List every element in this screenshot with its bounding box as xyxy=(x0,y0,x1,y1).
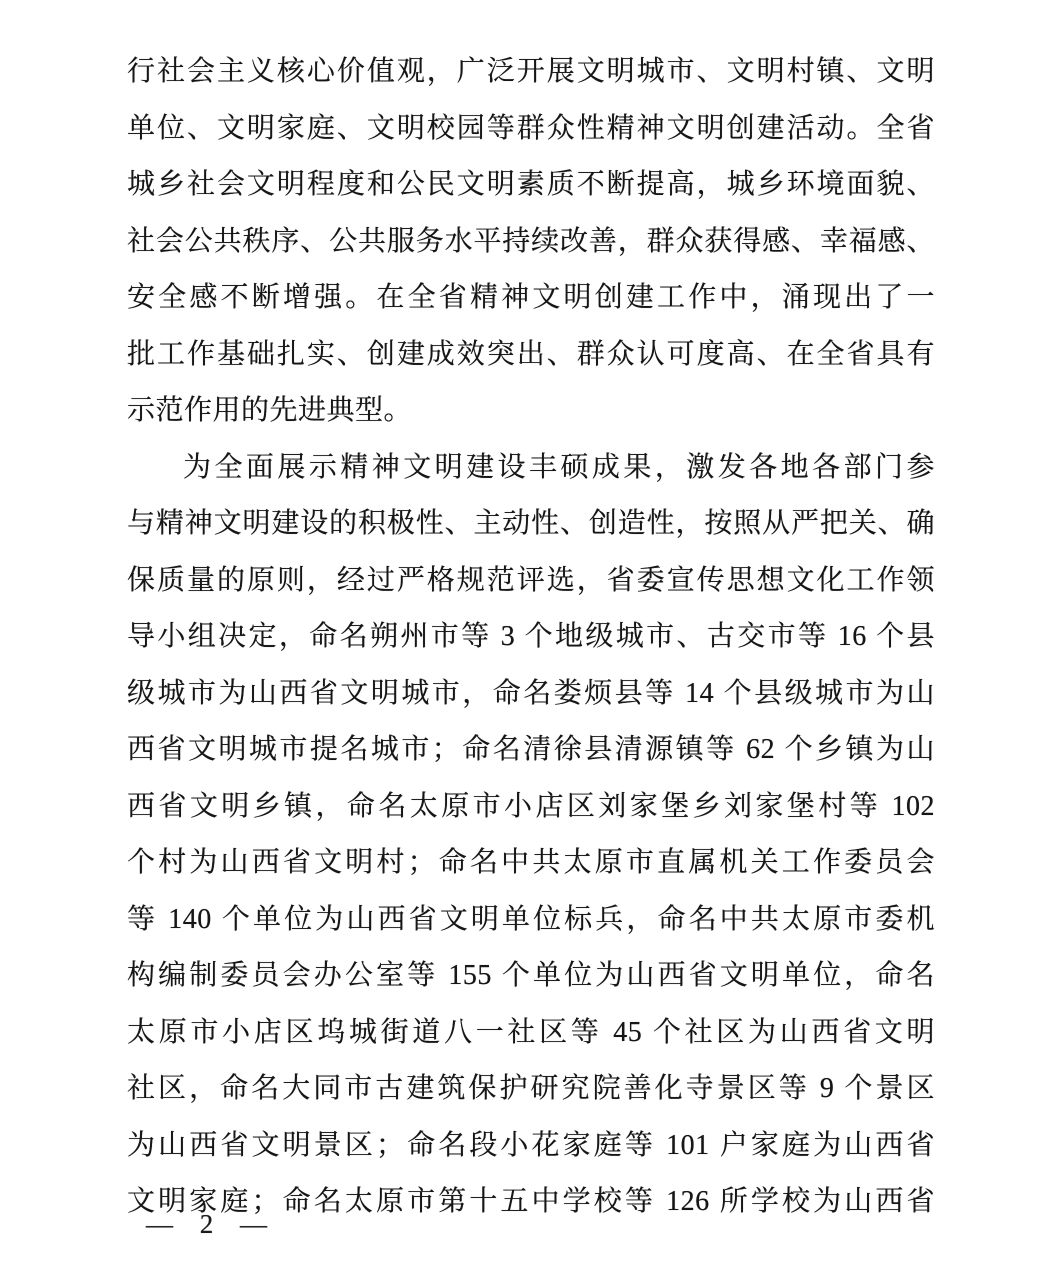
document-body xyxy=(127,44,935,1231)
text-line: 等 140 个单位为山西省文明单位标兵，命名中共太原市委机 xyxy=(127,903,935,935)
text-line: 导小组决定，命名朔州市等 3 个地级城市、古交市等 16 个县 xyxy=(127,621,935,652)
text-line: 保质量的原则，经过严格规范评选，省委宣传思想文化工作领 xyxy=(127,564,935,596)
text-line: 为全面展示精神文明建设丰硕成果，激发各地各部门参 xyxy=(183,451,935,483)
text-line: 社会公共秩序、公共服务水平持续改善，群众获得感、幸福感、 xyxy=(127,225,935,257)
text-line: 级城市为山西省文明城市，命名娄烦县等 14 个县级城市为山 xyxy=(127,677,935,709)
text-line: 为山西省文明景区；命名段小花家庭等 101 户家庭为山西省 xyxy=(127,1129,935,1161)
text-line: 文明家庭；命名太原市第十五中学校等 126 所学校为山西省 xyxy=(127,1186,935,1217)
text-line: 社区，命名大同市古建筑保护研究院善化寺景区等 9 个景区 xyxy=(127,1073,935,1104)
text-line: 西省文明乡镇，命名太原市小店区刘家堡乡刘家堡村等 102 xyxy=(127,790,935,822)
text-line: 城乡社会文明程度和公民文明素质不断提高，城乡环境面貌、 xyxy=(127,169,935,200)
text-line: 构编制委员会办公室等 155 个单位为山西省文明单位，命名 xyxy=(127,960,935,991)
text-line: 示范作用的先进典型。 xyxy=(127,395,413,426)
text-line: 西省文明城市提名城市；命名清徐县清源镇等 62 个乡镇为山 xyxy=(127,734,935,765)
text-line: 单位、文明家庭、文明校园等群众性精神文明创建活动。全省 xyxy=(127,112,935,144)
text-line: 批工作基础扎实、创建成效突出、群众认可度高、在全省具有 xyxy=(127,338,935,370)
text-line: 太原市小店区坞城街道八一社区等 45 个社区为山西省文明 xyxy=(127,1016,935,1048)
text-line: 与精神文明建设的积极性、主动性、创造性，按照从严把关、确 xyxy=(127,508,935,539)
text-line: 安全感不断增强。在全省精神文明创建工作中，涌现出了一 xyxy=(127,282,935,313)
text-line: 行社会主义核心价值观，广泛开展文明城市、文明村镇、文明 xyxy=(127,56,935,87)
page-number: — 2 — xyxy=(146,1209,268,1239)
text-line: 个村为山西省文明村；命名中共太原市直属机关工作委员会 xyxy=(127,847,935,878)
